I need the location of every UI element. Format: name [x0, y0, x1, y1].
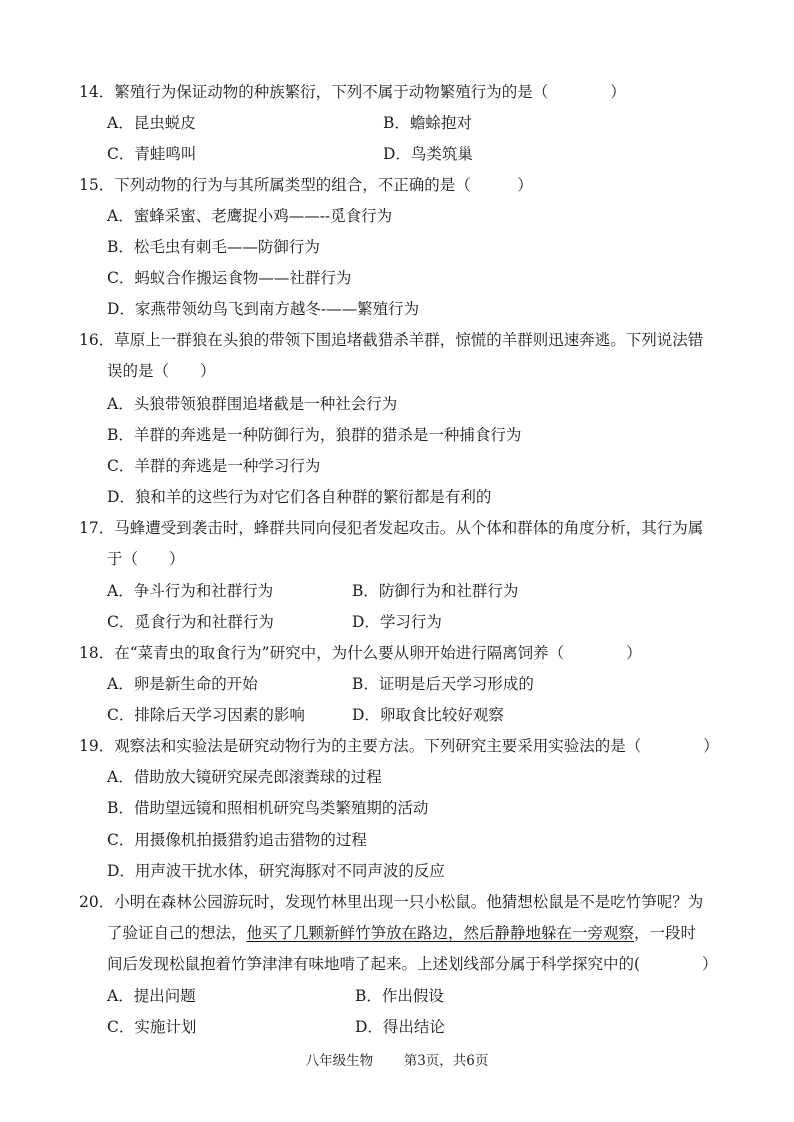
question-19-option-b: B．借助望远镜和照相机研究鸟类繁殖期的活动 [107, 799, 429, 817]
question-18-option-d: D．卵取食比较好观察 [352, 706, 504, 724]
question-19-stem: 19．观察法和实验法是研究动物行为的主要方法。下列研究主要采用实验法的是（ ） [79, 737, 719, 755]
question-18-option-a: A．卵是新生命的开始 [107, 675, 258, 693]
question-20-stem-line2 [107, 922, 696, 944]
question-15-option-a: A．蜜蜂采蜜、老鹰捉小鸡——--觅食行为 [107, 207, 393, 225]
question-16-option-a: A．头狼带领狼群围追堵截是一种社会行为 [107, 395, 398, 413]
question-20-stem-line3: 间后发现松鼠抱着竹笋津津有味地啃了起来。上述划线部分属于科学探究中的( ） [107, 955, 718, 973]
question-15-option-b: B．松毛虫有刺毛——防御行为 [107, 238, 320, 256]
question-19-option-a: A．借助放大镜研究屎壳郎滚粪球的过程 [107, 768, 382, 786]
question-16-stem-line1: 16．草原上一群狼在头狼的带领下围追堵截猎杀羊群，惊慌的羊群则迅速奔逃。下列说法错 [79, 331, 704, 349]
question-16-option-b: B．羊群的奔逃是一种防御行为，狼群的猎杀是一种捕食行为 [107, 426, 522, 444]
question-17-option-b: B．防御行为和社群行为 [352, 582, 519, 600]
question-16-option-d: D．狼和羊的这些行为对它们各自种群的繁衍都是有利的 [107, 488, 492, 506]
question-17-option-d: D．学习行为 [352, 613, 442, 631]
question-20-option-b: B．作出假设 [355, 987, 444, 1005]
question-15-option-c: C．蚂蚁合作搬运食物——社群行为 [107, 269, 352, 287]
question-17-stem-line2: 于（ ） [107, 550, 185, 568]
question-17-stem-line1: 17．马蜂遭受到袭击时，蜂群共同向侵犯者发起攻击。从个体和群体的角度分析，其行为属 [79, 519, 704, 537]
question-17-option-c: C．觅食行为和社群行为 [107, 613, 274, 631]
page-footer [0, 1051, 794, 1071]
question-19-option-d: D．用声波干扰水体，研究海豚对不同声波的反应 [107, 862, 445, 880]
footer-page-info: 第3页，共6页 [403, 1053, 489, 1069]
question-20-underlined-text: 他买了几颗新鲜竹笋放在路边，然后静静地躲在一旁观察 [246, 924, 635, 942]
question-20-option-c: C．实施计划 [107, 1018, 197, 1036]
question-14-option-a: A．昆虫蜕皮 [107, 114, 196, 132]
question-15-option-d: D．家燕带领幼鸟飞到南方越冬-——繁殖行为 [107, 300, 420, 318]
question-18-option-c: C．排除后天学习因素的影响 [107, 706, 305, 724]
question-19-option-c: C．用摄像机拍摄猎豹追击猎物的过程 [107, 831, 367, 849]
question-20-option-a: A．提出问题 [107, 987, 196, 1005]
question-18-stem: 18．在“菜青虫的取食行为”研究中，为什么要从卵开始进行隔离饲养（ ） [79, 644, 642, 662]
question-16-option-c: C．羊群的奔逃是一种学习行为 [107, 457, 321, 475]
question-16-stem-line2: 误的是（ ） [107, 362, 216, 380]
question-14-option-d: D．鸟类筑巢 [383, 145, 473, 163]
question-17-option-a: A．争斗行为和社群行为 [107, 582, 274, 600]
question-18-option-b: B．证明是后天学习形成的 [352, 675, 534, 693]
question-20-stem-line1: 20．小明在森林公园游玩时，发现竹林里出现一只小松鼠。他猜想松鼠是不是吃竹笋呢？为 [79, 893, 704, 911]
question-14-stem: 14．繁殖行为保证动物的种族繁衍，下列不属于动物繁殖行为的是（ ） [79, 83, 626, 101]
question-14-option-b: B．蟾蜍抱对 [383, 114, 472, 132]
question-20-stem-line2-after: ，一段时 [634, 924, 697, 942]
footer-subject: 八年级生物 [305, 1053, 374, 1069]
question-14-option-c: C．青蛙鸣叫 [107, 145, 197, 163]
question-20-stem-line2-before: 了验证自己的想法， [107, 924, 247, 942]
question-20-option-d: D．得出结论 [355, 1018, 445, 1036]
question-15-stem: 15．下列动物的行为与其所属类型的组合，不正确的是（ ） [79, 176, 533, 194]
